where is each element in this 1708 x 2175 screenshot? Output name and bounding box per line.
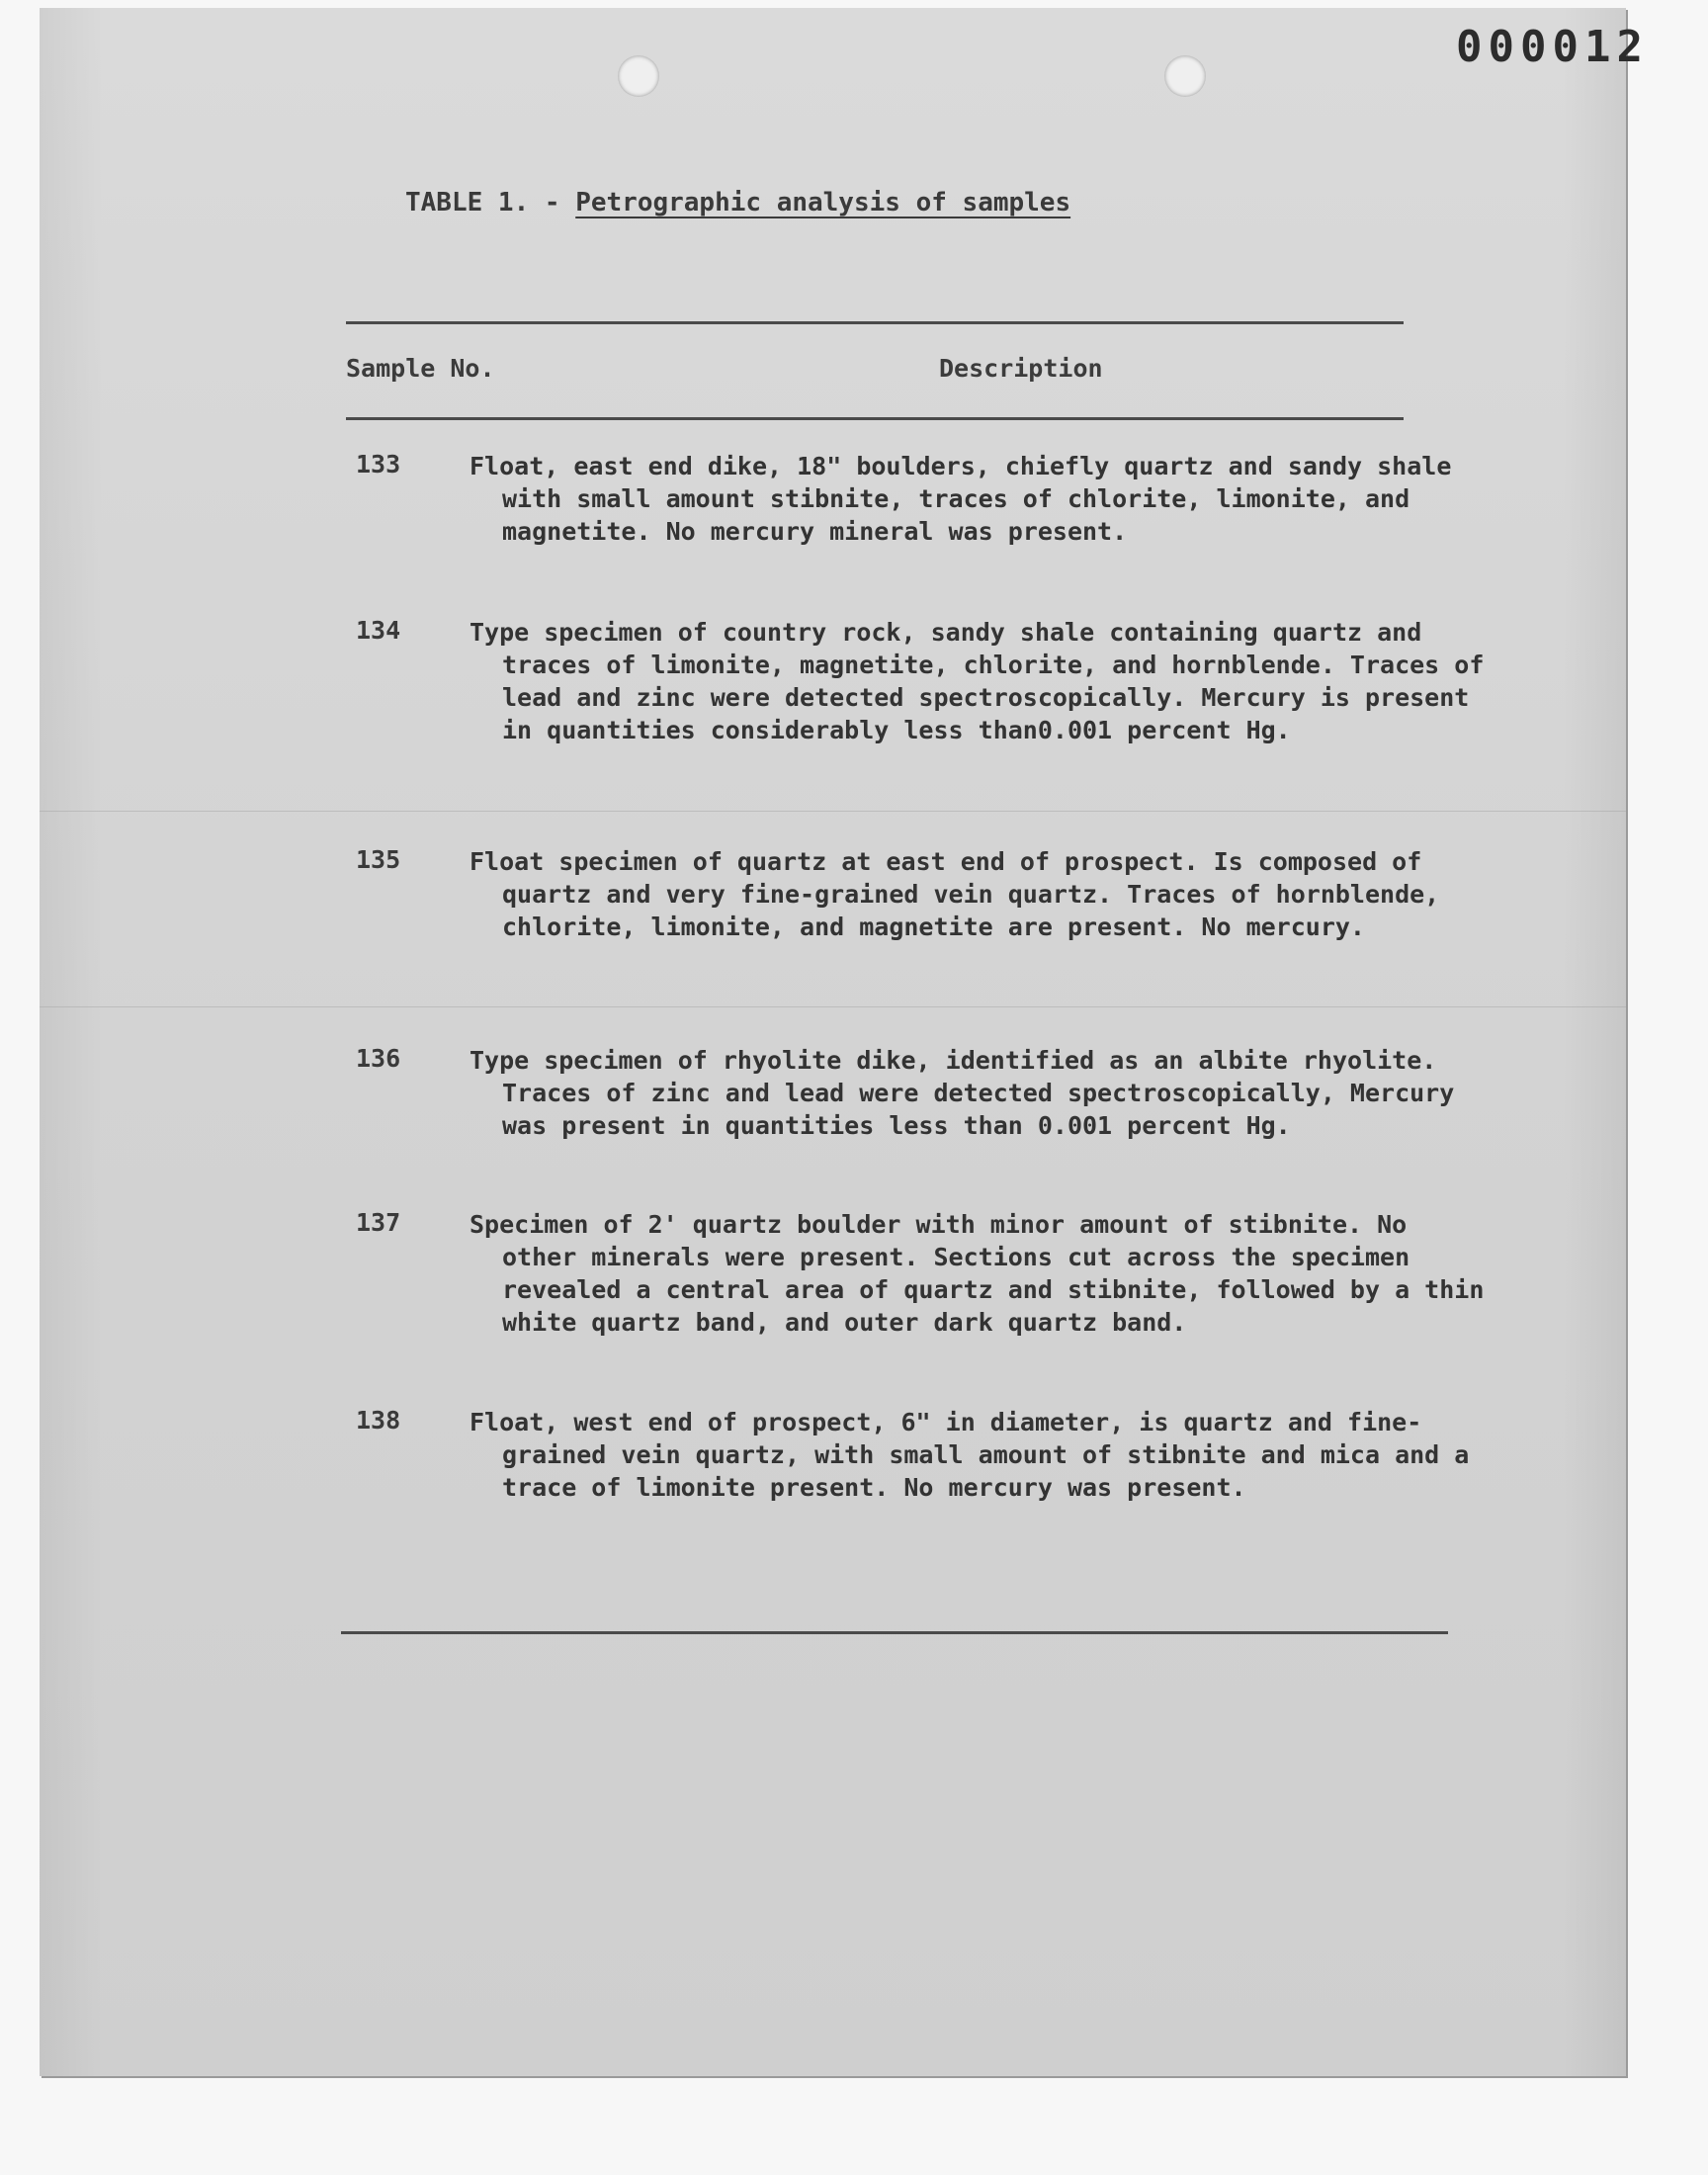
fold-line bbox=[40, 1006, 1626, 1007]
document-page bbox=[40, 8, 1626, 2076]
table-top-rule bbox=[346, 321, 1404, 324]
sample-number: 135 bbox=[356, 845, 401, 874]
punch-hole-left bbox=[618, 55, 659, 97]
sample-description: Type specimen of rhyolite dike, identified as an albite rhyolite. Traces of zinc and lead were detected spectroscopically, Mercury was present in quantities less than 0.001 percent Hg. bbox=[470, 1046, 1455, 1140]
page-number: 000012 bbox=[1456, 22, 1649, 72]
sample-description: Float, east end dike, 18" boulders, chiefly quartz and sandy shale with small amount stibnite, traces of chlorite, limonite, and magnetite. No mercury mineral was present. bbox=[470, 452, 1452, 546]
header-description: Description bbox=[939, 354, 1103, 383]
table-title bbox=[405, 188, 1070, 218]
table-bottom-rule bbox=[341, 1631, 1448, 1634]
sample-description: Float specimen of quartz at east end of prospect. Is composed of quartz and very fine-grained vein quartz. Traces of hornblende, chlorite, limonite, and magnetite are present. No mercury. bbox=[470, 847, 1440, 941]
fold-line bbox=[40, 811, 1626, 812]
sample-description: Specimen of 2' quartz boulder with minor amount of stibnite. No other minerals were present. Sections cut across the specimen revealed a central area of quartz and stibnite, followed by a thin white quartz band, and outer dark quartz band. bbox=[470, 1210, 1485, 1337]
sample-number: 133 bbox=[356, 450, 401, 478]
table-caption: Petrographic analysis of samples bbox=[575, 188, 1071, 218]
table-header-rule bbox=[346, 417, 1404, 420]
sample-description: Type specimen of country rock, sandy shale containing quartz and traces of limonite, magnetite, chlorite, and hornblende. Traces of lead and zinc were detected spectroscopically. Mercury is present in quantities considerably less than0.001 percent Hg. bbox=[470, 618, 1485, 744]
sample-number: 137 bbox=[356, 1208, 401, 1237]
sample-number: 136 bbox=[356, 1044, 401, 1073]
sample-number: 138 bbox=[356, 1406, 401, 1435]
header-sample-no: Sample No. bbox=[346, 354, 495, 383]
sample-description: Float, west end of prospect, 6" in diameter, is quartz and fine-grained vein quartz, with small amount of stibnite and mica and a trace of limonite present. No mercury was present. bbox=[470, 1408, 1470, 1502]
sample-number: 134 bbox=[356, 616, 401, 645]
punch-hole-right bbox=[1164, 55, 1206, 97]
table-label: TABLE 1. - bbox=[405, 188, 560, 218]
